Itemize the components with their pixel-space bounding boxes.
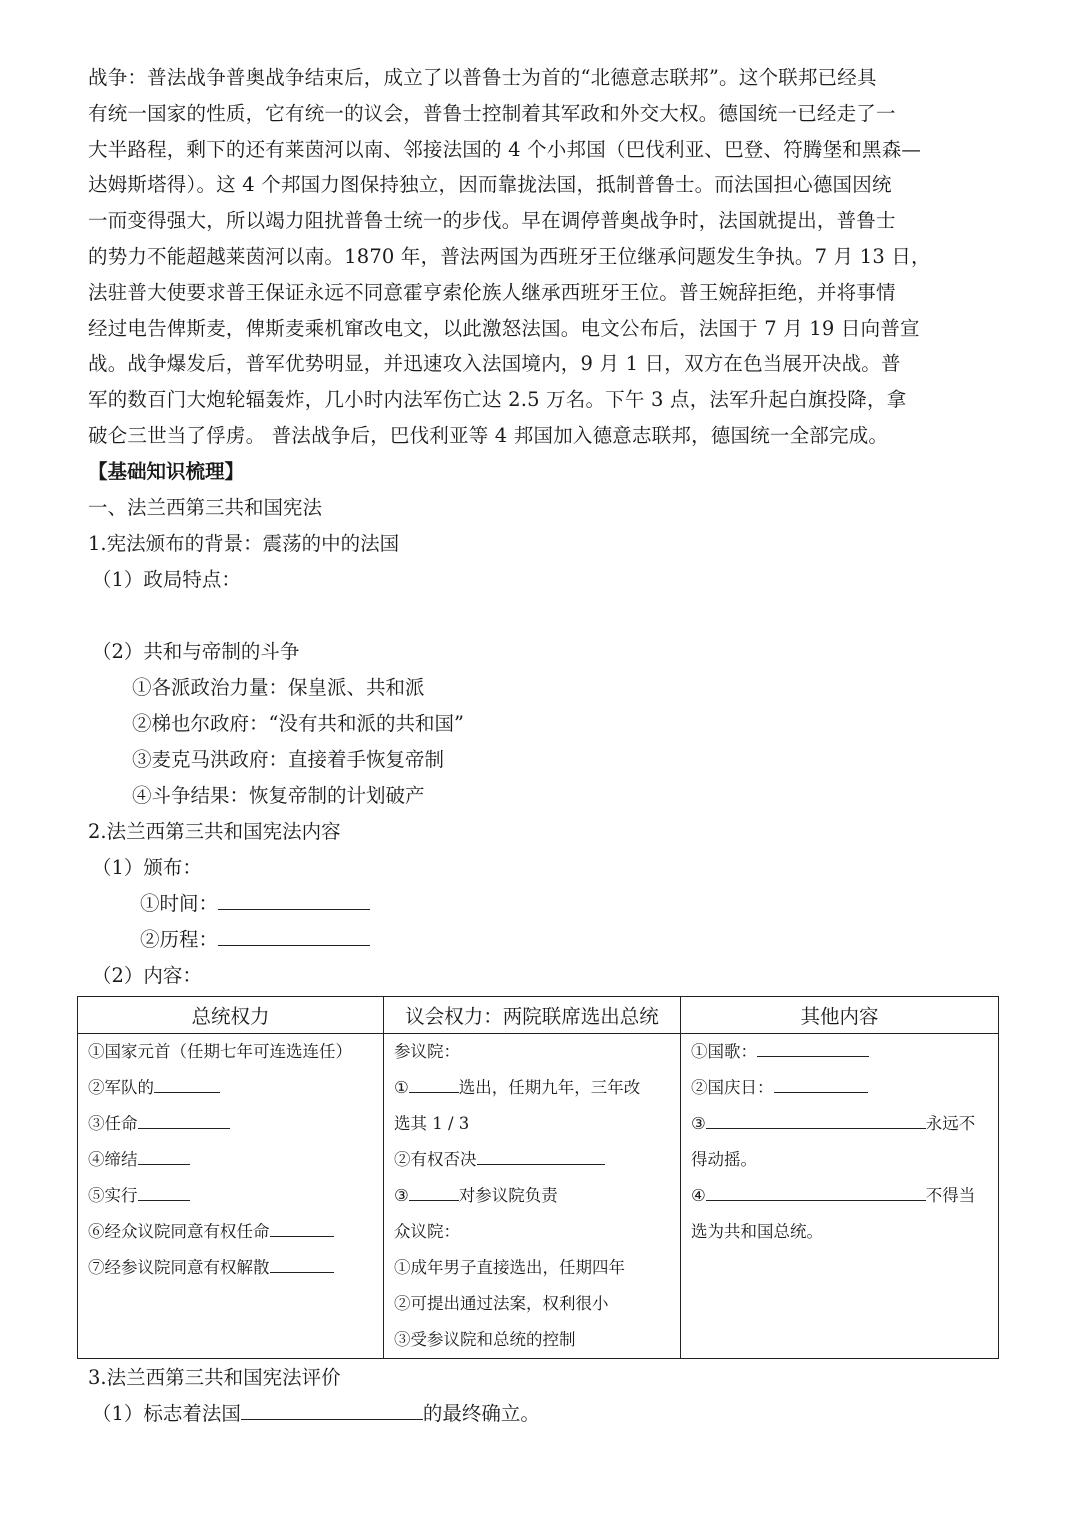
senate-item-cont: 选其 1 / 3 — [394, 1114, 470, 1133]
content-heading: （2）内容： — [92, 963, 202, 987]
process-label: ②历程： — [140, 927, 219, 951]
intro-line: 达姆斯塔得）。这 4 个邦国力图保持独立，因而靠拢法国，抵制普鲁士。而法国担心德国因统 — [88, 173, 892, 197]
other-item: ①国歌： — [681, 1034, 998, 1070]
fill-blank[interactable] — [138, 1110, 230, 1129]
intro-line: 经过电告俾斯麦，俾斯麦乘机窜改电文，以此激怒法国。电文公布后，法国于 7 月 19 日向普宣 — [88, 316, 920, 340]
header-other: 其他内容 — [681, 997, 999, 1034]
item3-heading: 3.法兰西第三共和国宪法评价 — [88, 1366, 341, 1389]
president-item: ④缔结 — [78, 1142, 383, 1178]
header-parliament: 议会权力：两院联席选出总统 — [384, 997, 681, 1034]
president-item: ⑥经众议院同意有权任命 — [78, 1214, 383, 1250]
senate-item: ②有权否决 — [384, 1142, 680, 1178]
process-blank[interactable] — [218, 923, 370, 946]
president-item: ②军队的 — [78, 1070, 383, 1106]
section-heading: 【基础知识梳理】 — [88, 459, 245, 483]
item1-heading: 1.宪法颁布的背景：震荡的中的法国 — [88, 531, 400, 555]
house-item: ②可提出通过法案，权利很小 — [394, 1294, 609, 1313]
president-cell — [78, 1034, 384, 1359]
senate-heading: 参议院： — [394, 1042, 460, 1061]
other-item: ④ 不得当 — [681, 1178, 998, 1214]
evaluation-section — [88, 1360, 998, 1432]
part1-title: 一、法兰西第三共和国宪法 — [88, 495, 323, 519]
fill-blank[interactable] — [477, 1146, 605, 1165]
constitution-table — [77, 996, 999, 1359]
intro-line: 一而变得强大，所以竭力阻扰普鲁士统一的步伐。早在调停普奥战争时，法国就提出，普鲁士 — [88, 209, 896, 233]
point-item: ④斗争结果：恢复帝制的计划破产 — [132, 783, 425, 807]
fill-blank[interactable] — [138, 1182, 190, 1201]
intro-line: 有统一国家的性质，它有统一的议会，普鲁士控制着其军政和外交大权。德国统一已经走了一 — [88, 101, 896, 125]
time-blank[interactable] — [218, 887, 370, 910]
intro-line: 战争：普法战争普奥战争结束后，成立了以普鲁士为首的“北德意志联邦”。这个联邦已经具 — [88, 66, 877, 89]
time-label: ①时间： — [140, 891, 219, 915]
fill-blank[interactable] — [706, 1182, 926, 1201]
president-item: ⑦经参议院同意有权解散 — [78, 1250, 383, 1286]
other-item-cont: 得动摇。 — [691, 1150, 757, 1169]
house-item: ③受参议院和总统的控制 — [394, 1330, 576, 1349]
other-cell — [681, 1034, 999, 1359]
president-item: ①国家元首（任期七年可连选连任） — [88, 1042, 352, 1061]
fill-blank[interactable] — [270, 1254, 334, 1273]
intro-line: 的势力不能超越莱茵河以南。1870 年，普法两国为西班牙王位继承问题发生争执。7 月 13 日， — [88, 244, 931, 268]
president-item: ⑤实行 — [78, 1178, 383, 1214]
fill-blank[interactable] — [757, 1038, 869, 1057]
issue-heading: （1）颁布： — [92, 855, 202, 879]
process-row — [88, 922, 998, 958]
sub2-struggle: （2）共和与帝制的斗争 — [92, 639, 300, 663]
intro-line: 军的数百门大炮轮辐轰炸，几小时内法军伤亡达 2.5 万名。下午 3 点，法军升起白旗投降，拿 — [88, 388, 907, 412]
fill-blank[interactable] — [241, 1397, 423, 1420]
intro-line: 大半路程，剩下的还有莱茵河以南、邻接法国的 4 个小邦国（巴伐利亚、巴登、符腾堡和黑森— — [88, 137, 922, 161]
document-page — [88, 60, 998, 994]
intro-line: 战。战争爆发后，普军优势明显，并迅速攻入法国境内，9 月 1 日，双方在色当展开决战。普 — [88, 352, 901, 376]
fill-blank[interactable] — [409, 1182, 459, 1201]
fill-blank[interactable] — [270, 1218, 334, 1237]
president-item: ③任命 — [78, 1106, 383, 1142]
answer-space — [88, 598, 998, 634]
table-body-row — [78, 1034, 999, 1359]
parliament-cell — [384, 1034, 681, 1359]
sub1-politics: （1）政局特点： — [92, 567, 241, 591]
intro-line: 破仑三世当了俘虏。 普法战争后，巴伐利亚等 4 邦国加入德意志联邦，德国统一全部完成。 — [88, 423, 889, 447]
intro-line: 法驻普大使要求普王保证永远不同意霍亨索伦族人继承西班牙王位。普王婉辞拒绝，并将事情 — [88, 280, 896, 304]
other-item: ②国庆日： — [681, 1070, 998, 1106]
table-header-row — [78, 997, 999, 1034]
fill-blank[interactable] — [138, 1146, 190, 1165]
senate-item: ① 选出，任期九年，三年改 — [384, 1070, 680, 1106]
item2-heading: 2.法兰西第三共和国宪法内容 — [88, 819, 341, 843]
house-item: ①成年男子直接选出，任期四年 — [394, 1258, 625, 1277]
house-heading: 众议院： — [394, 1222, 460, 1241]
senate-item: ③ 对参议院负责 — [384, 1178, 680, 1214]
fill-blank[interactable] — [409, 1074, 459, 1093]
other-item-cont: 选为共和国总统。 — [691, 1222, 823, 1241]
evaluation-item: （1）标志着法国 的最终确立。 — [88, 1396, 998, 1432]
fill-blank[interactable] — [154, 1074, 220, 1093]
intro-paragraph — [88, 60, 998, 454]
fill-blank[interactable] — [706, 1110, 926, 1129]
time-row — [88, 886, 998, 922]
header-president: 总统权力 — [78, 997, 384, 1034]
point-item: ①各派政治力量：保皇派、共和派 — [132, 675, 425, 699]
fill-blank[interactable] — [774, 1074, 868, 1093]
other-item: ③ 永远不 — [681, 1106, 998, 1142]
point-item: ③麦克马洪政府：直接着手恢复帝制 — [132, 747, 445, 771]
point-item: ②梯也尔政府：“没有共和派的共和国” — [132, 711, 464, 735]
